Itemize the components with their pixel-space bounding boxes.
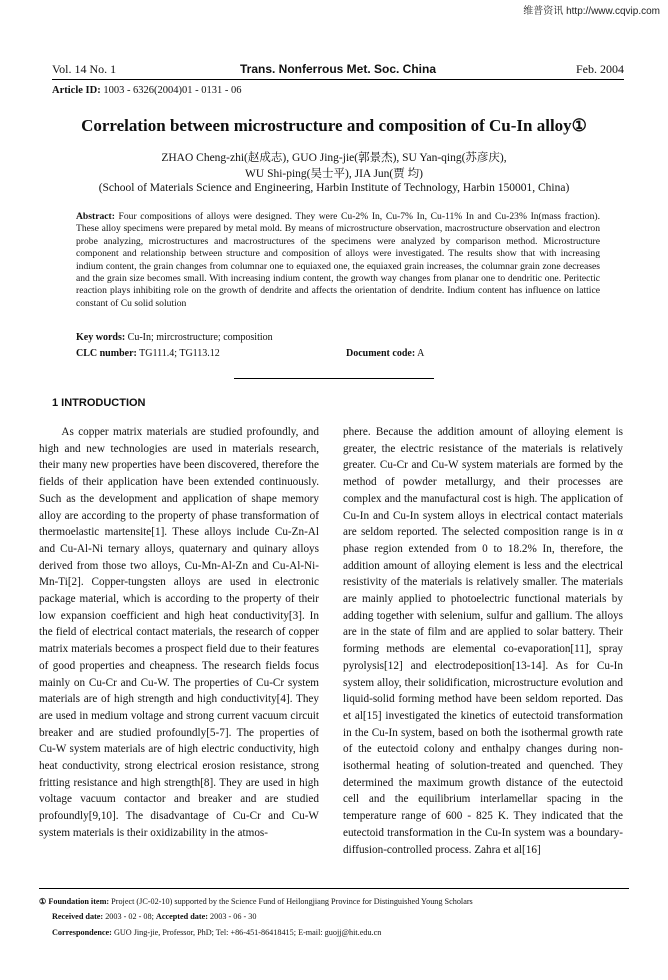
section-heading: 1 INTRODUCTION — [52, 397, 146, 409]
foundation-label: ① Foundation item: — [39, 897, 110, 906]
document-code-label: Document code: — [346, 348, 416, 359]
abstract-label: Abstract: — [76, 211, 115, 222]
key-words-label: Key words: — [76, 332, 126, 343]
key-words-text: Cu-In; mircrostructure; composition — [125, 332, 273, 343]
key-words — [76, 332, 600, 343]
abstract-text: Four compositions of alloys were designed. They were Cu-2% In, Cu-7% In, Cu-11% In and Cu-23% In(mass fraction). These alloy specimens were prepared by metal mold. By means of microstructure observation, macrostructure observation and electron probe analyzing, microstructures and macrostructures of the specimens were analyzed by comparison method. Microstructure component and relationship between structure and composition of alloys were investigated. The results show that with increasing indium content, the grain changes from columnar one to equiaxed one, the equiaxed grain increases, the columnar grain zone decreases and the grain size becomes small. With increasing indium content, the growth way changes from planar one to dendritic one. Peritectic reaction plays inhibiting role on the growth of dendrite and affects the orientation of dendrite. Indium content has influence on lattice constant of Cu solid solution — [76, 211, 600, 309]
footnote-foundation — [39, 896, 629, 906]
abstract-separator — [234, 378, 434, 379]
classification — [76, 348, 600, 359]
watermark: 维普资讯 http://www.cqvip.com — [523, 6, 660, 17]
paper-title: Correlation between microstructure and composition of Cu-In alloy① — [81, 116, 587, 135]
journal-name: Trans. Nonferrous Met. Soc. China — [239, 62, 437, 76]
article-id-label: Article ID: — [52, 85, 101, 96]
correspondence-text: GUO Jing-jie, Professor, PhD; Tel: +86-451-86418415; E-mail: guojj@hit.edu.cn — [111, 928, 382, 937]
article-id — [52, 85, 242, 96]
issue-date: Feb. 2004 — [576, 62, 624, 76]
clc-value: TG111.4; TG113.12 — [136, 348, 220, 359]
abstract — [76, 211, 600, 310]
authors-line-1: ZHAO Cheng-zhi(赵成志), GUO Jing-jie(郭景杰), SU Yan-qing(苏彦庆), — [161, 152, 507, 164]
document-code — [346, 348, 424, 359]
header-rule — [52, 79, 624, 80]
article-id-value: 1003 - 6326(2004)01 - 0131 - 06 — [100, 85, 242, 96]
accepted-label: Accepted date: — [155, 912, 208, 921]
footnote-correspondence — [52, 928, 642, 937]
footnote-rule — [39, 888, 629, 889]
accepted-date: 2003 - 06 - 30 — [208, 912, 257, 921]
received-label: Received date: — [52, 912, 104, 921]
volume-issue: Vol. 14 No. 1 — [52, 62, 117, 76]
running-header — [52, 62, 624, 78]
body-column-left: As copper matrix materials are studied profoundly, and high and new technologies are used in materials research, their many new properties have been discovered, therefore the fields of their application have been extended continuously. Such as the development and application of shape memory alloy are according to the property of phase transformation of thermoelastic martensite[1]. These alloys include Cu-Zn-Al and Cu-Al-Ni ternary alloys, quaternary and quinary alloys derived from those two alloys, Cu-Mn-Al-Zn and Cu-Al-Ni-Mn-Ti[2]. Copper-tungsten alloys are used in electronic package material, which is according to the property of their low expansion coefficient and high heat conductivity[3]. In the field of electrical contact materials, the research of copper matrix materials becomes a prospect field due to their features of good properties and cheapness. The research fields focus mainly on Cu-Cr and Cu-W. The properties of Cu-Cr system materials are of high strength and high conductivity[4]. They are used in medium voltage and strong current vacuum circuit breaker and are studied profoundly[5-7]. The properties of Cu-W system materials are of high electric conductivity, high heat conductivity, strong electrical erosion resistance, strong fritting resistance and high strength[8]. They are used in high voltage vacuum contactor and breaker and are studied profoundly[9,10]. The disadvantage of Cu-Cr and Cu-W system materials is their oxidizability in the atmos- — [39, 426, 319, 839]
body-column-right: phere. Because the addition amount of alloying element is greater, the electric resistance of the materials is relatively greater. Cu-Cr and Cu-W system materials are formed by the method of powder metallurgy, and their processes are complex and the manufactural cost is high. The application of Cu-In and Cu-In system alloys in electrical contact materials are seldom reported. The selected composition range is in α phase region extended from 0 to 18.2% In, therefore, the addition amount of alloying element is less and the electrical resistivity of the materials is relatively smaller. The materials are mainly applied to photoelectric functional materials by adding together with selenium, sulfur and gallium. The alloys are in the state of film and are applied to solar battery. Their forming methods are elemental co-evaporation[11], spray pyrolysis[12] and electrodeposition[13-14]. As for Cu-In system alloy, their solidification, microstructure evolution and liquid-solid forming method have been seldom reported. Das et al[15] investigated the kinetics of eutectoid transformation in the Cu-In system, based on both the isothermal growth rate of the eutectoid colony and enthalpy changes during non-isothermal heating of solution-treated and quenched. They determined the maximum growth distance of the eutectoid cell and the equilibrium interlamellar spacing in the temperature range of 600 - 825 K. They indicated that the eutectoid transformation in the Cu-In system was a boundary-diffusion-controlled process. Zahra et al[16] — [343, 426, 623, 856]
footnote-dates — [52, 912, 642, 921]
foundation-text: Project (JC-02-10) supported by the Science Fund of Heilongjiang Province for Distinguished Young Scholars — [109, 897, 473, 906]
authors-line-2: WU Shi-ping(吴士平), JIA Jun(贾 均) — [245, 168, 423, 180]
affiliation: (School of Materials Science and Engineering, Harbin Institute of Technology, Harbin 150001, China) — [98, 182, 570, 194]
authors — [40, 150, 628, 182]
correspondence-label: Correspondence: — [52, 928, 112, 937]
clc-label: CLC number: — [76, 348, 137, 359]
received-date: 2003 - 02 - 08; — [103, 912, 156, 921]
document-code-value: A — [415, 348, 425, 359]
